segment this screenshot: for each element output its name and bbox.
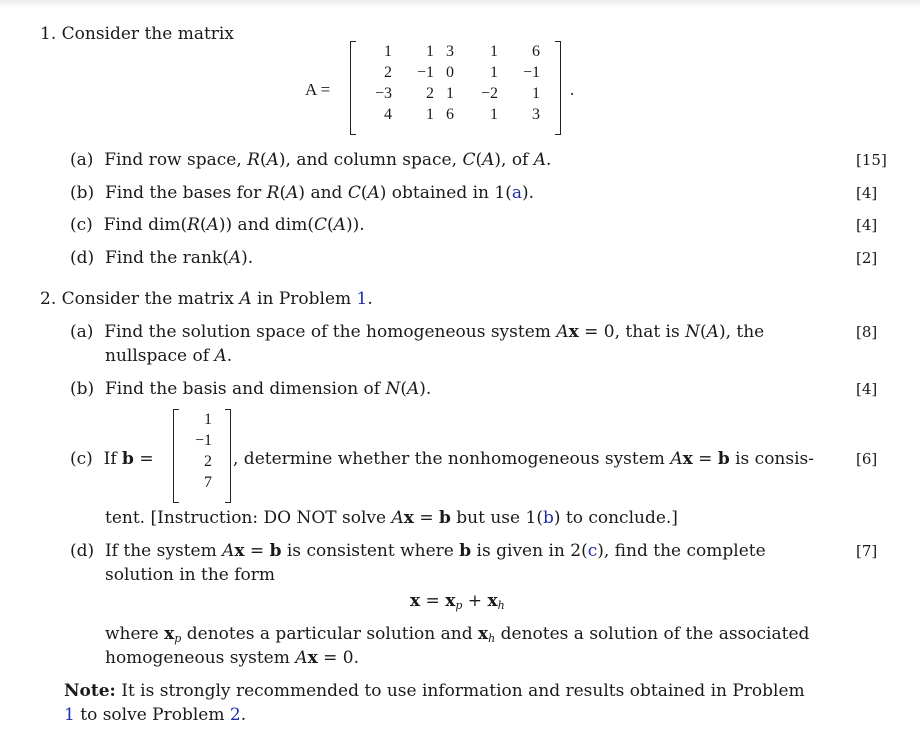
top-edge-shade [0,0,920,8]
p2-c-marks: [6] [856,450,878,468]
p2-part-d-line1: (d) If the system Ax = b is consistent where b is given in 2(c), find the complete [70,541,766,561]
p1-part-c: (c) Find dim(R(A)) and dim(C(A)). [70,215,365,235]
ref-link-1a[interactable]: a [511,183,522,203]
p2-part-d-where: where $x_p$ denotes a particular solution and $x_h$ denotes a solution of the associated [105,624,810,645]
matrix-cell: 0 [446,63,454,81]
p2-b-marks: [4] [856,380,878,398]
matrix-cell: 1 [532,84,540,102]
ref-link-1b[interactable]: b [542,508,554,528]
p1-c-marks: [4] [856,216,878,234]
p2-a-marks: [8] [856,323,878,341]
matrix-cell: 3 [446,42,454,60]
ref-link-note-2[interactable]: 2 [229,705,241,725]
p2-part-a-line2: nullspace of A. [105,346,233,366]
vector-left-bracket [173,409,179,503]
vector-b [180,409,212,493]
matrix-cell: 1 [490,42,498,60]
p1-a-marks: [15] [856,151,887,169]
matrix-cell: −2 [480,84,498,102]
matrix-cell: 2 [384,63,392,81]
matrix-a [362,41,540,125]
matrix-cell: 2 [426,84,434,102]
ref-link-2c[interactable]: c [587,541,598,561]
p2-part-b: (b) Find the basis and dimension of N(A). [70,379,432,399]
ref-link-problem-1[interactable]: 1 [356,289,368,309]
solution-equation: $x = x_p + x_h$ [410,591,505,612]
matrix-cell: 1 [426,42,434,60]
matrix-cell: 1 [446,84,454,102]
matrix-cell: −3 [374,84,392,102]
note-line1: Note: It is strongly recommended to use information and results obtained in Problem [64,681,805,701]
p1-b-marks: [4] [856,184,878,202]
p2-part-d-last: homogeneous system Ax = 0. [105,648,359,668]
p2-part-c-line1: , determine whether the nonhomogeneous system Ax = b is consis- [233,449,815,469]
matrix-cell: 1 [384,42,392,60]
p2-part-c-if: (c) If b = [70,449,154,469]
vector-cell: 2 [204,452,212,470]
matrix-cell: 1 [490,105,498,123]
matrix-cell: −1 [522,63,540,81]
problem-1-header: 1. Consider the matrix [40,24,234,44]
vector-cell: 1 [204,410,212,428]
note-line2: 1 to solve Problem 2. [64,705,247,725]
matrix-cell: 4 [384,105,392,123]
matrix-period: . [570,80,575,99]
matrix-cell: 6 [532,42,540,60]
p2-d-marks: [7] [856,542,878,560]
p1-part-a: (a) Find row space, R(A), and column space, C(A), of A. [70,150,552,170]
p1-part-d: (d) Find the rank(A). [70,248,254,268]
p1-d-marks: [2] [856,249,878,267]
matrix-a-lhs: A = [305,80,331,99]
matrix-right-bracket [555,41,561,135]
vector-cell: −1 [194,431,212,449]
matrix-cell: 1 [426,105,434,123]
p2-part-d-line2: solution in the form [105,565,276,585]
matrix-left-bracket [350,41,356,135]
vector-right-bracket [225,409,231,503]
p2-part-c-line2: tent. [Instruction: DO NOT solve Ax = b but use 1(b) to conclude.] [105,508,678,528]
problem-2-header: 2. Consider the matrix A in Problem 1. [40,289,373,309]
matrix-cell: 3 [532,105,540,123]
matrix-cell: 1 [490,63,498,81]
p1-part-b: (b) Find the bases for R(A) and C(A) obtained in 1(a). [70,183,535,203]
matrix-cell: 6 [446,105,454,123]
p2-part-a-line1: (a) Find the solution space of the homogeneous system Ax = 0, that is N(A), the [70,322,765,342]
matrix-cell: −1 [416,63,434,81]
vector-cell: 7 [204,473,212,491]
ref-link-note-1[interactable]: 1 [64,705,75,725]
